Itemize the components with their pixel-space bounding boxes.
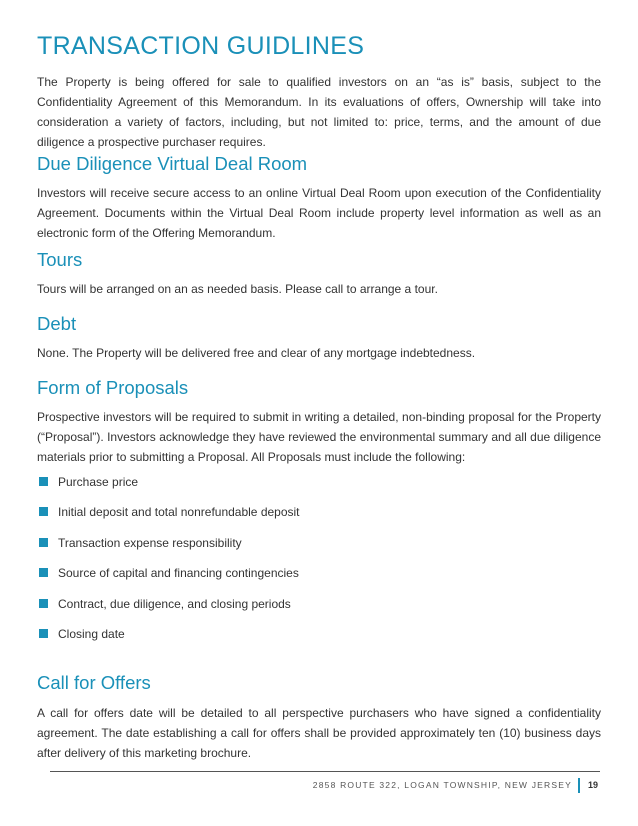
square-bullet-icon [39, 538, 48, 547]
list-item-label: Purchase price [58, 475, 139, 489]
list-item [37, 503, 601, 533]
offers-paragraph: A call for offers date will be detailed to all perspective purchasers who have signed a confidentiality agreement. The date establishing a call for offers shall be provided approximately ten (10) business days after delivery of this marketing brochure. [37, 706, 601, 760]
square-bullet-icon [39, 599, 48, 608]
list-item-label: Source of capital and financing contingencies [58, 566, 299, 581]
footer-divider [50, 771, 600, 772]
section-heading-tours: Tours [37, 249, 83, 270]
section-heading-deal-room: Due Diligence Virtual Deal Room [37, 153, 308, 174]
page-number: 19 [588, 780, 599, 790]
list-item-label: Transaction expense responsibility [58, 535, 242, 550]
footer-address: 2858 ROUTE 322, LOGAN TOWNSHIP, NEW JERSEY [312, 780, 572, 790]
section-heading-debt: Debt [37, 313, 77, 334]
square-bullet-icon [39, 507, 48, 516]
proposal-requirements-list [37, 473, 601, 655]
list-item-label: Initial deposit and total nonrefundable deposit [58, 505, 300, 520]
square-bullet-icon [39, 477, 48, 486]
list-item [37, 473, 601, 503]
deal-room-paragraph: Investors will receive secure access to an online Virtual Deal Room upon execution of the Confidentiality Agreement. Documents within the Virtual Deal Room include property level information as well as an electronic form of the Offering Memorandum. [37, 186, 601, 240]
list-item-label: Closing date [58, 626, 125, 641]
list-item [37, 595, 601, 625]
square-bullet-icon [39, 629, 48, 638]
proposals-paragraph: Prospective investors will be required to submit in writing a detailed, non-binding proposal for the Property (“Proposal”). Investors acknowledge they have reviewed the environmental summary and all due diligence materials prior to submitting a Proposal. All Proposals must include the following: [37, 410, 601, 464]
footer-separator-bar [578, 778, 580, 793]
section-heading-proposals: Form of Proposals [37, 377, 189, 398]
list-item [37, 534, 601, 564]
tours-paragraph: Tours will be arranged on an as needed basis. Please call to arrange a tour. [37, 282, 438, 296]
list-item [37, 564, 601, 594]
page-title: TRANSACTION GUIDLINES [37, 32, 365, 60]
square-bullet-icon [39, 568, 48, 577]
list-item [37, 625, 601, 655]
debt-paragraph: None. The Property will be delivered free and clear of any mortgage indebtedness. [37, 346, 476, 360]
section-heading-offers: Call for Offers [37, 672, 151, 693]
list-item-label: Contract, due diligence, and closing periods [58, 596, 291, 611]
intro-paragraph: The Property is being offered for sale to qualified investors on an “as is” basis, subject to the Confidentiality Agreement of this Memorandum. In its evaluations of offers, Ownership will take into consideration a variety of factors, including, but not limited to: price, terms, and the amount of due diligence a prospective purchaser requires. [37, 75, 601, 149]
